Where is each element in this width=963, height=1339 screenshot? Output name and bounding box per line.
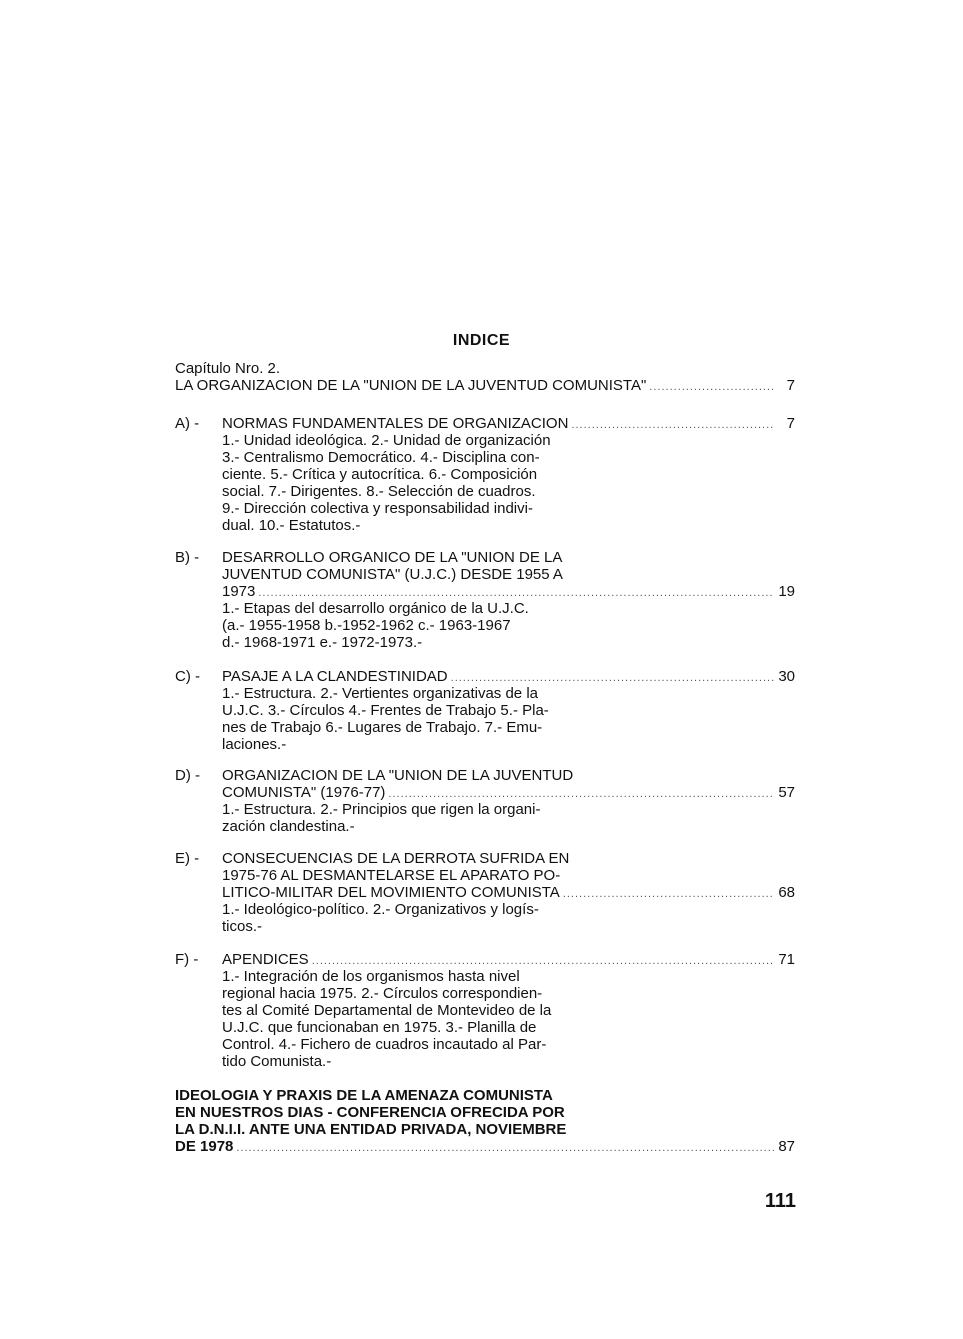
section-heading: CONSECUENCIAS DE LA DERROTA SUFRIDA EN: [222, 850, 570, 867]
section-page: 57: [778, 784, 795, 801]
final-entry-line: DE 1978: [175, 1138, 234, 1155]
chapter-title-line: [175, 377, 795, 394]
subtopic-line: 1.- Estructura. 2.- Vertientes organizativas de la: [222, 685, 538, 702]
section-heading: COMUNISTA" (1976-77): [222, 784, 386, 801]
section-page: 19: [778, 583, 795, 600]
section-heading-line: [222, 668, 795, 685]
section-heading-line: [222, 784, 795, 801]
section-subtopics: [222, 801, 607, 835]
subtopic-line: ciente. 5.- Crítica y autocrítica. 6.- Composición: [222, 466, 538, 483]
subtopic-line: ticos.-: [222, 918, 263, 935]
section-letter: F) -: [175, 951, 199, 968]
chapter-page: 7: [786, 377, 795, 394]
section-heading: DESARROLLO ORGANICO DE LA "UNION DE LA: [222, 549, 563, 566]
dot-leader: [649, 379, 774, 396]
subtopic-line: Control. 4.- Fichero de cuadros incautado al Par-: [222, 1036, 547, 1053]
section-heading: ORGANIZACION DE LA "UNION DE LA JUVENTUD: [222, 767, 574, 784]
section-heading: PASAJE A LA CLANDESTINIDAD: [222, 668, 448, 685]
final-entry-line: LA D.N.I.I. ANTE UNA ENTIDAD PRIVADA, NOVIEMBRE: [175, 1121, 567, 1138]
subtopic-line: 1.- Etapas del desarrollo orgánico de la U.J.C.: [222, 600, 529, 617]
section-letter: D) -: [175, 767, 200, 784]
subtopic-line: laciones.-: [222, 736, 287, 753]
subtopic-line: U.J.C. que funcionaban en 1975. 3.- Planilla de: [222, 1019, 537, 1036]
section-heading: 1975-76 AL DESMANTELARSE EL APARATO PO-: [222, 867, 561, 884]
section-page: 30: [778, 668, 795, 685]
section-heading-line: [222, 884, 795, 901]
subtopic-line: 1.- Ideológico-político. 2.- Organizativos y logís-: [222, 901, 539, 918]
final-entry-page: 87: [778, 1138, 795, 1155]
section-heading: APENDICES: [222, 951, 309, 968]
section-letter: E) -: [175, 850, 200, 867]
section-page: 7: [786, 415, 795, 432]
subtopic-line: d.- 1968-1971 e.- 1972-1973.-: [222, 634, 423, 651]
section-heading-line: [222, 415, 795, 432]
section-subtopics: [222, 432, 607, 534]
section-page: 71: [778, 951, 795, 968]
subtopic-line: 3.- Centralismo Democrático. 4.- Disciplina con-: [222, 449, 540, 466]
section-heading-line: [222, 951, 795, 968]
subtopic-line: regional hacia 1975. 2.- Círculos correspondien-: [222, 985, 543, 1002]
chapter-label: Capítulo Nro. 2.: [175, 360, 281, 377]
subtopic-line: (a.- 1955-1958 b.-1952-1962 c.- 1963-1967: [222, 617, 511, 634]
section-letter: A) -: [175, 415, 200, 432]
section-page: 68: [778, 884, 795, 901]
section-heading: JUVENTUD COMUNISTA" (U.J.C.) DESDE 1955 A: [222, 566, 563, 583]
subtopic-line: nes de Trabajo 6.- Lugares de Trabajo. 7.- Emu-: [222, 719, 543, 736]
subtopic-line: 1.- Estructura. 2.- Principios que rigen la organi-: [222, 801, 541, 818]
chapter-heading: [175, 360, 795, 394]
final-entry-line: EN NUESTROS DIAS - CONFERENCIA OFRECIDA POR: [175, 1104, 565, 1121]
subtopic-line: 9.- Dirección colectiva y responsabilidad indivi-: [222, 500, 533, 517]
subtopic-line: 1.- Integración de los organismos hasta nivel: [222, 968, 520, 985]
section-heading: NORMAS FUNDAMENTALES DE ORGANIZACION: [222, 415, 569, 432]
dot-leader: [563, 886, 774, 903]
page-number: 111: [764, 1190, 796, 1212]
section-subtopics: [222, 600, 607, 651]
section-heading: LITICO-MILITAR DEL MOVIMIENTO COMUNISTA: [222, 884, 560, 901]
index-title: INDICE: [452, 332, 511, 349]
final-entry-last-line: [175, 1138, 795, 1155]
subtopic-line: tido Comunista.-: [222, 1053, 332, 1070]
subtopic-line: social. 7.- Dirigentes. 8.- Selección de cuadros.: [222, 483, 536, 500]
final-entry: [175, 1087, 795, 1155]
subtopic-line: dual. 10.- Estatutos.-: [222, 517, 361, 534]
final-entry-line: IDEOLOGIA Y PRAXIS DE LA AMENAZA COMUNISTA: [175, 1087, 553, 1104]
section-letter: C) -: [175, 668, 200, 685]
dot-leader: [571, 417, 774, 434]
section-subtopics: [222, 901, 607, 935]
section-subtopics: [222, 685, 607, 753]
section-heading-line: [222, 583, 795, 600]
subtopic-line: 1.- Unidad ideológica. 2.- Unidad de organización: [222, 432, 551, 449]
section-heading: 1973: [222, 583, 256, 600]
section-subtopics: [222, 968, 607, 1070]
section-letter: B) -: [175, 549, 200, 566]
chapter-title: LA ORGANIZACION DE LA "UNION DE LA JUVENTUD COMUNISTA": [175, 377, 647, 394]
subtopic-line: zación clandestina.-: [222, 818, 355, 835]
dot-leader: [236, 1140, 774, 1157]
subtopic-line: tes al Comité Departamental de Montevideo de la: [222, 1002, 552, 1019]
subtopic-line: U.J.C. 3.- Círculos 4.- Frentes de Trabajo 5.- Pla-: [222, 702, 549, 719]
